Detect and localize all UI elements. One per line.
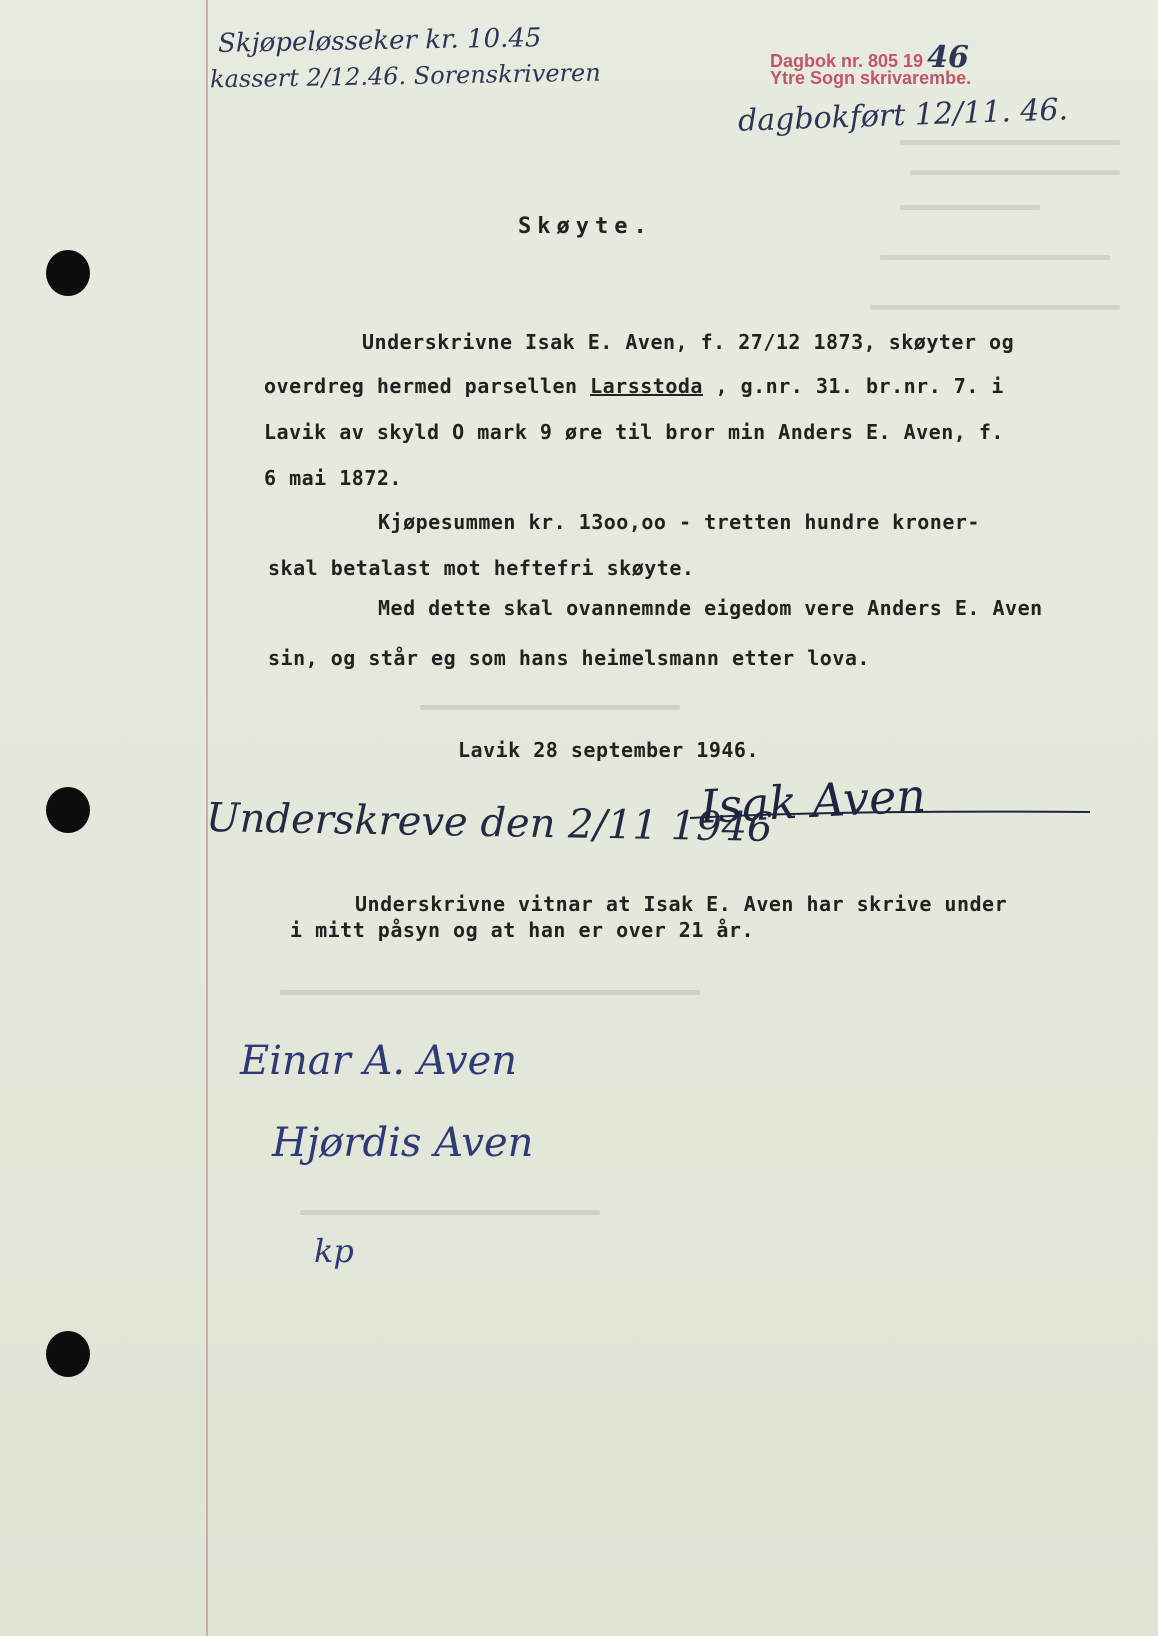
witness-line2: i mitt påsyn og at han er over 21 år. xyxy=(290,918,755,942)
para3-line1: Med dette skal ovannemnde eigedom vere Anders E. Aven xyxy=(378,596,1043,620)
para1-line2-post: , g.nr. 31. br.nr. 7. i xyxy=(702,374,1004,398)
witness-line1: Underskrivne vitnar at Isak E. Aven har skrive under xyxy=(355,892,1008,916)
initials: kp xyxy=(314,1232,354,1270)
para1-line3: Lavik av skyld O mark 9 øre til bror min Anders E. Aven, f. xyxy=(264,420,1004,444)
para1-line4: 6 mai 1872. xyxy=(264,466,402,490)
annotation-fee: Skjøpeløsseker kr. 10.45 xyxy=(217,23,542,59)
faded-mark xyxy=(900,140,1120,145)
para1-line2 xyxy=(264,374,1004,398)
para2-line2: skal betalast mot heftefri skøyte. xyxy=(268,556,695,580)
para2-line1: Kjøpesummen kr. 13oo,oo - tretten hundre kroner- xyxy=(378,510,980,534)
faded-mark xyxy=(420,705,680,710)
stamp-office: Ytre Sogn skrivarembe. xyxy=(770,68,972,88)
annotation-registered: dagbokført 12/11. 46. xyxy=(737,92,1069,139)
parcel-name: Larsstoda xyxy=(590,374,703,398)
para1-line1: Underskrivne Isak E. Aven, f. 27/12 1873, skøyter og xyxy=(362,330,1015,354)
faded-mark xyxy=(910,170,1120,175)
faded-mark xyxy=(870,305,1120,310)
punch-hole-bottom xyxy=(46,1331,90,1377)
annotation-cashed: kassert 2/12.46. Sorenskriveren xyxy=(209,58,601,94)
stamp-year: 46 xyxy=(927,40,969,75)
faded-mark xyxy=(280,990,700,995)
signature-flourish xyxy=(690,740,1110,850)
faded-mark xyxy=(300,1210,600,1215)
punch-hole-top xyxy=(46,250,90,296)
document-title: Skøyte. xyxy=(518,214,653,239)
seller-signature xyxy=(690,740,1110,850)
witness-signature-2: Hjørdis Aven xyxy=(272,1120,534,1166)
stamp-dagbok-label: Dagbok nr. 805 19 xyxy=(770,51,924,71)
witness-signature-1: Einar A. Aven xyxy=(240,1038,518,1084)
punch-hole-middle xyxy=(46,787,90,833)
para3-line2: sin, og står eg som hans heimelsmann etter lova. xyxy=(268,646,870,670)
signed-note: Underskreve den 2/11 1946 xyxy=(205,795,773,851)
faded-mark xyxy=(900,205,1040,210)
para1-line2-pre: overdreg hermed parsellen xyxy=(264,374,591,398)
seller-signature-text: Isak Aven xyxy=(698,768,928,834)
place-date: Lavik 28 september 1946. xyxy=(458,738,759,762)
faded-mark xyxy=(880,255,1110,260)
